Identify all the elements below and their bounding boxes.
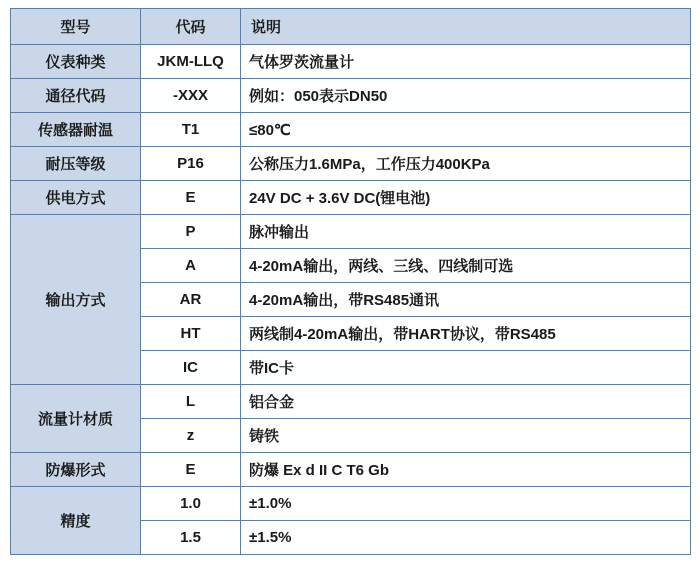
row-label-power-supply: 供电方式: [11, 181, 141, 215]
row-label-output-mode: 输出方式: [11, 215, 141, 385]
row-description: 24V DC + 3.6V DC(锂电池): [241, 181, 691, 215]
row-code: HT: [141, 317, 241, 351]
table-row: [11, 181, 691, 215]
row-code: L: [141, 385, 241, 419]
row-code: -XXX: [141, 79, 241, 113]
table-row: [11, 385, 691, 419]
row-description: 脉冲输出: [241, 215, 691, 249]
column-header-model: 型号: [11, 9, 141, 45]
row-description: 例如：050表示DN50: [241, 79, 691, 113]
row-description: ±1.5%: [241, 521, 691, 555]
table-header-row: [11, 9, 691, 45]
row-code: E: [141, 453, 241, 487]
column-header-description: 说明: [241, 9, 691, 45]
table-row: [11, 147, 691, 181]
row-label-sensor-temperature: 传感器耐温: [11, 113, 141, 147]
table-row: [11, 215, 691, 249]
row-code: z: [141, 419, 241, 453]
row-label-accuracy: 精度: [11, 487, 141, 555]
row-code: P: [141, 215, 241, 249]
row-description: 带IC卡: [241, 351, 691, 385]
row-description: 气体罗茨流量计: [241, 45, 691, 79]
row-description: ≤80℃: [241, 113, 691, 147]
row-label-flowmeter-material: 流量计材质: [11, 385, 141, 453]
row-code: JKM-LLQ: [141, 45, 241, 79]
row-label-instrument-type: 仪表种类: [11, 45, 141, 79]
row-code: 1.5: [141, 521, 241, 555]
row-label-diameter-code: 通径代码: [11, 79, 141, 113]
table-row: [11, 45, 691, 79]
row-description: ±1.0%: [241, 487, 691, 521]
row-description: 公称压力1.6MPa，工作压力400KPa: [241, 147, 691, 181]
row-code: 1.0: [141, 487, 241, 521]
row-description: 4-20mA输出，两线、三线、四线制可选: [241, 249, 691, 283]
table-row: [11, 453, 691, 487]
row-code: P16: [141, 147, 241, 181]
row-label-explosion-proof: 防爆形式: [11, 453, 141, 487]
table-row: [11, 487, 691, 521]
row-label-pressure-rating: 耐压等级: [11, 147, 141, 181]
row-code: IC: [141, 351, 241, 385]
row-description: 铸铁: [241, 419, 691, 453]
row-description: 4-20mA输出，带RS485通讯: [241, 283, 691, 317]
row-description: 两线制4-20mA输出，带HART协议，带RS485: [241, 317, 691, 351]
specification-table: [10, 8, 691, 555]
column-header-code: 代码: [141, 9, 241, 45]
row-code: T1: [141, 113, 241, 147]
table-row: [11, 79, 691, 113]
row-description: 防爆 Ex d II C T6 Gb: [241, 453, 691, 487]
table-row: [11, 113, 691, 147]
row-code: E: [141, 181, 241, 215]
table-body: [11, 9, 691, 555]
row-code: AR: [141, 283, 241, 317]
row-description: 铝合金: [241, 385, 691, 419]
row-code: A: [141, 249, 241, 283]
